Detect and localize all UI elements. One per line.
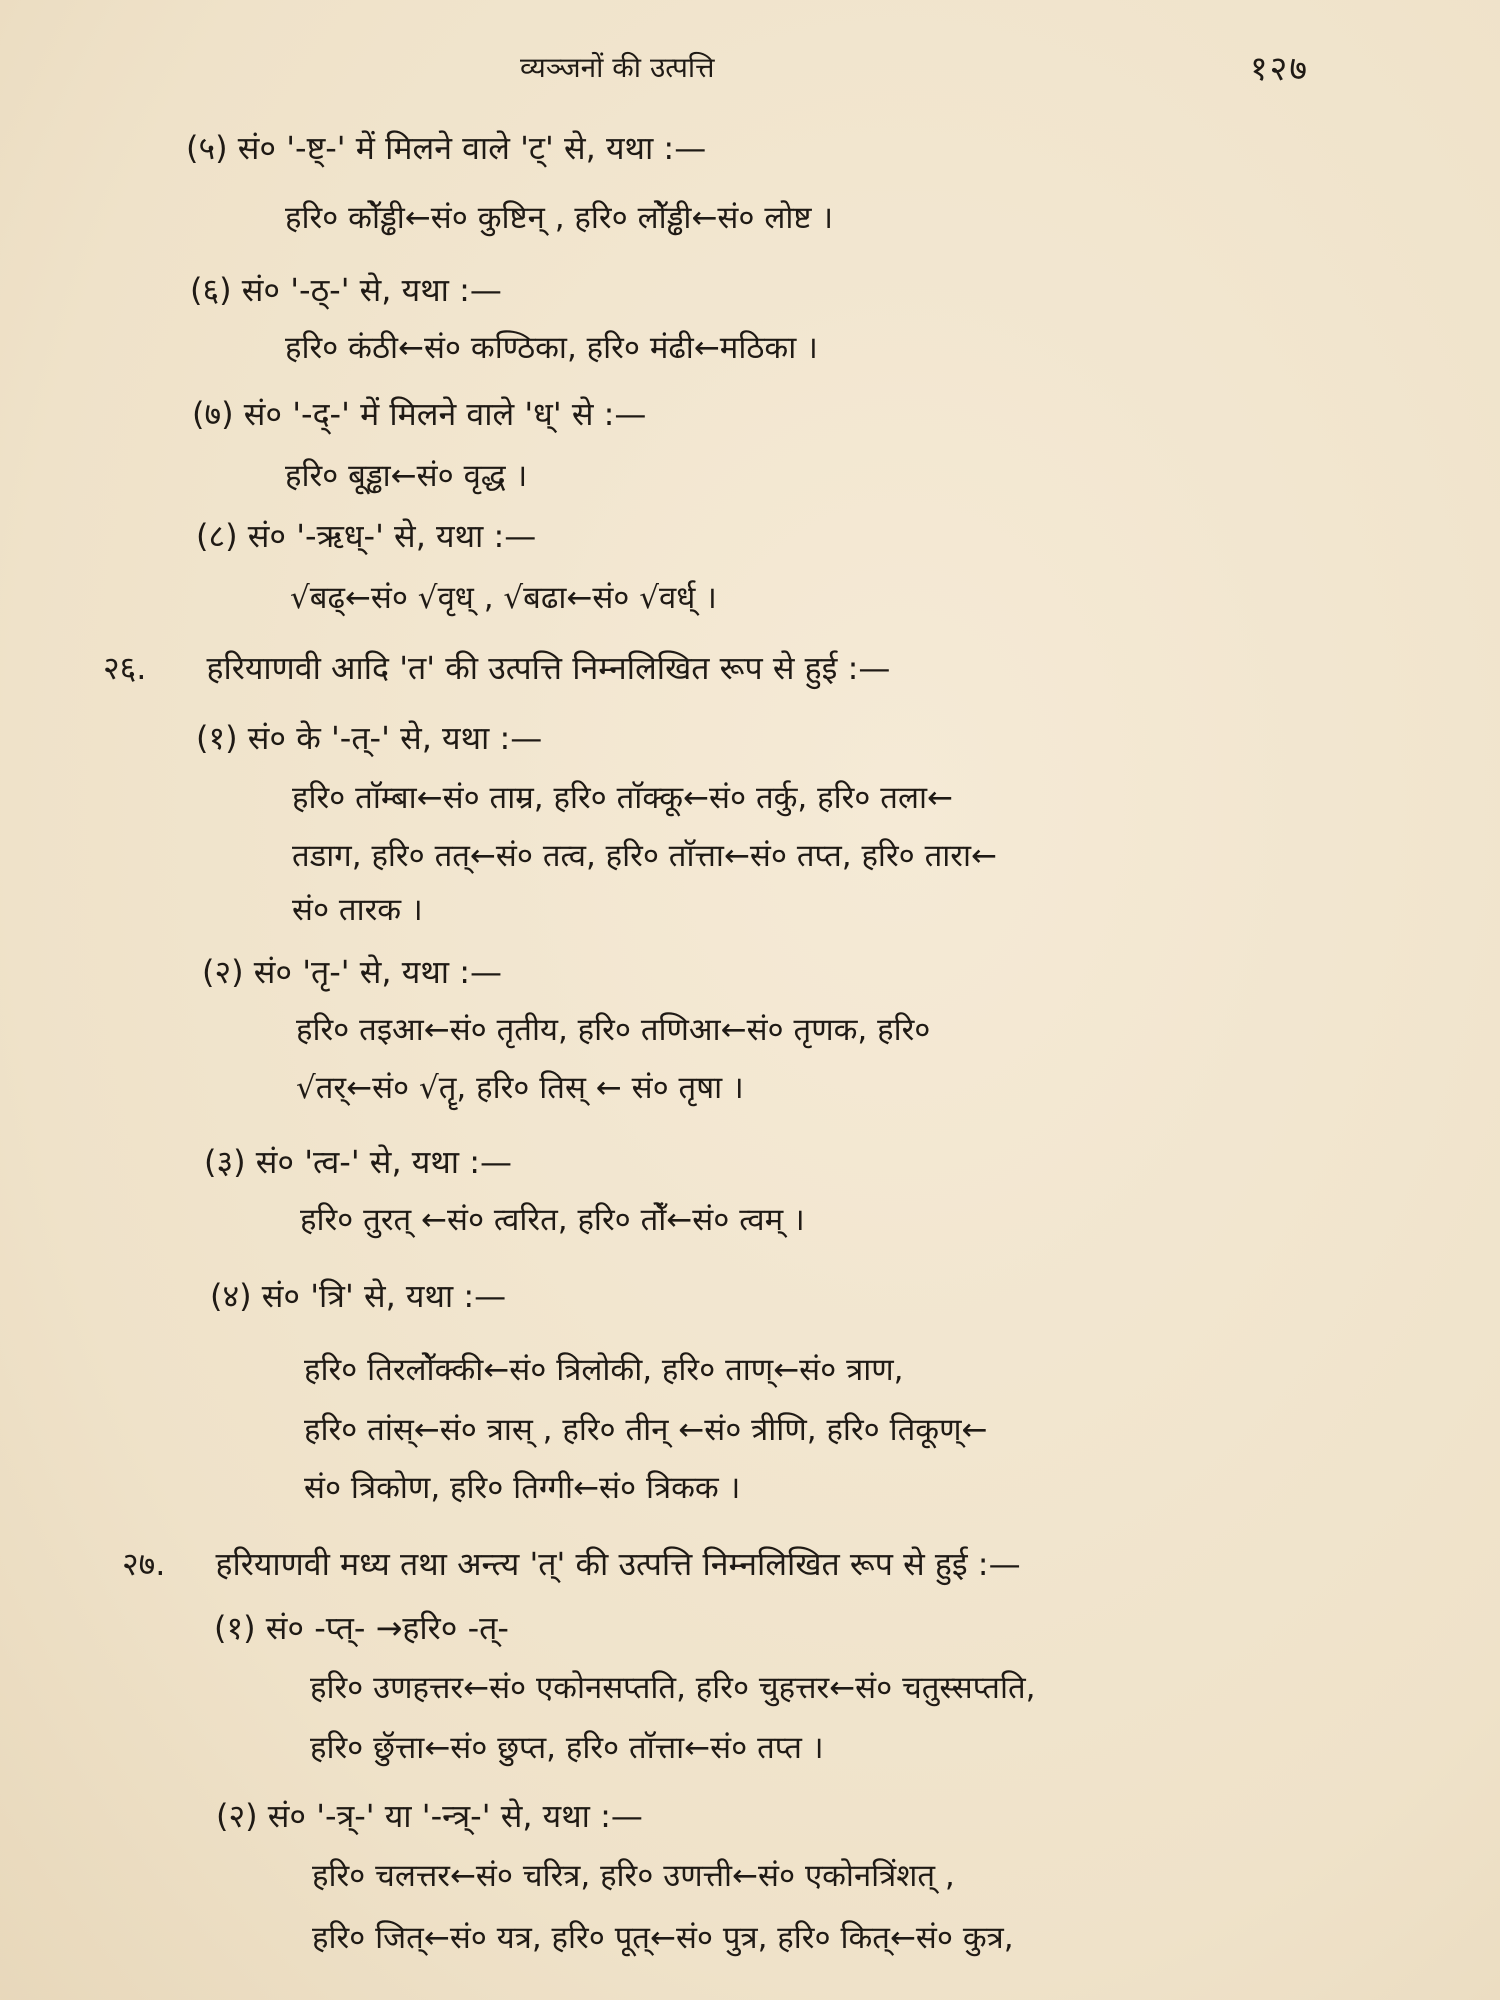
example-line: हरि० ताॅम्बा←सं० ताम्र, हरि० ताॅक्कू←सं० तर्कु, हरि० तला← — [292, 780, 953, 816]
example-line: हरि० तांस्←सं० त्रास् , हरि० तीन् ←सं० त्रीणि, हरि० तिकूण्← — [304, 1412, 988, 1448]
running-title: व्यञ्जनों की उत्पत्ति — [520, 51, 715, 84]
subsection-heading: (७) सं० '-द्-' में मिलने वाले 'ध्' से :— — [192, 395, 647, 433]
example-line: √तर्←सं० √तॄ, हरि० तिस् ← सं० तृषा । — [296, 1070, 744, 1106]
section-number: २६. — [103, 649, 147, 687]
example-line: हरि० उणहत्तर←सं० एकोनसप्तति, हरि० चुहत्तर←सं० चतुस्सप्तति, — [310, 1670, 1036, 1706]
subsection-heading: (२) सं० '-त्र्-' या '-न्त्र्-' से, यथा :— — [216, 1797, 643, 1835]
example-line: हरि० कंठी←सं० कण्ठिका, हरि० मंढी←मठिका । — [285, 330, 818, 366]
subsection-heading: (२) सं० 'तृ-' से, यथा :— — [202, 953, 503, 991]
page-number: १२७ — [1250, 49, 1310, 89]
example-line: हरि० तिरलोॅक्की←सं० त्रिलोकी, हरि० ताण्←सं० त्राण, — [304, 1352, 904, 1388]
example-line: हरि० छुॅत्ता←सं० छुप्त, हरि० ताॅत्ता←सं० तप्त । — [310, 1730, 824, 1766]
section-27 — [122, 1544, 1021, 1585]
example-line: हरि० कोॅड्ढी←सं० कुष्टिन् , हरि० लोॅड्ढी←सं० लोष्ट । — [285, 200, 834, 236]
subsection-heading: (५) सं० '-ष्ट्-' में मिलने वाले 'ट्' से, यथा :— — [186, 129, 707, 167]
example-line: सं० तारक । — [292, 892, 423, 928]
section-number: २७. — [122, 1545, 166, 1583]
example-line: हरि० तुरत् ←सं० त्वरित, हरि० तोॅं←सं० त्वम् । — [300, 1202, 805, 1238]
example-line: तडाग, हरि० तत्←सं० तत्व, हरि० ताॅत्ता←सं० तप्त, हरि० तारा← — [292, 838, 997, 874]
subsection-heading: (१) सं० -प्त्- →हरि० -त्- — [214, 1609, 509, 1647]
example-line: सं० त्रिकोण, हरि० तिग्गी←सं० त्रिकक । — [304, 1470, 741, 1506]
example-line: हरि० तइआ←सं० तृतीय, हरि० तणिआ←सं० तृणक, हरि० — [296, 1012, 931, 1048]
section-heading: हरियाणवी मध्य तथा अन्त्य 'त्' की उत्पत्ति निम्नलिखित रूप से हुई :— — [215, 1545, 1021, 1583]
subsection-heading: (१) सं० के '-त्-' से, यथा :— — [196, 719, 543, 757]
example-line: हरि० जित्←सं० यत्र, हरि० पूत्←सं० पुत्र, हरि० कित्←सं० कुत्र, — [312, 1920, 1014, 1956]
subsection-heading: (३) सं० 'त्व-' से, यथा :— — [204, 1143, 513, 1181]
subsection-heading: (८) सं० '-ऋध्-' से, यथा :— — [196, 517, 537, 555]
subsection-heading: (४) सं० 'त्रि' से, यथा :— — [210, 1277, 507, 1315]
section-heading: हरियाणवी आदि 'त' की उत्पत्ति निम्नलिखित रूप से हुई :— — [206, 649, 891, 687]
example-line: हरि० चलत्तर←सं० चरित्र, हरि० उणत्ती←सं० एकोनत्रिंशत् , — [312, 1858, 955, 1894]
section-26 — [103, 648, 890, 689]
subsection-heading: (६) सं० '-ठ्-' से, यथा :— — [190, 271, 502, 309]
example-line: √बढ्←सं० √वृध् , √बढा←सं० √वर्ध् । — [290, 580, 717, 616]
example-line: हरि० बूड्ढा←सं० वृद्ध । — [285, 458, 528, 494]
page-header — [0, 48, 1500, 88]
